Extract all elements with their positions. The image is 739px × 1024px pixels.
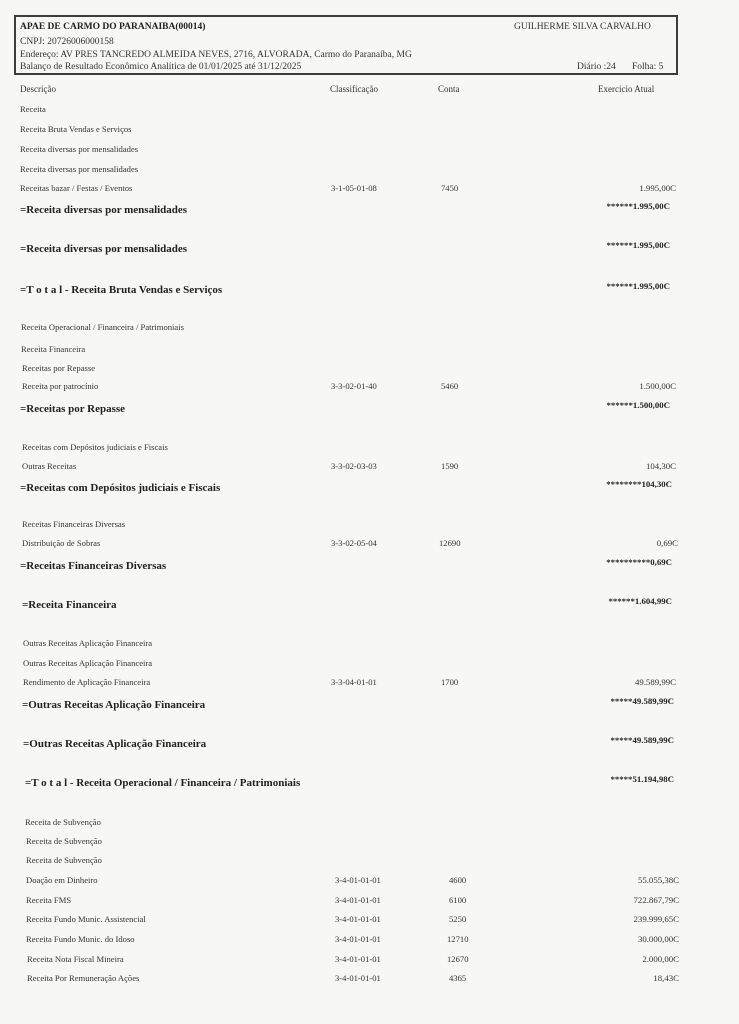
row-classificacao: 3-4-01-01-01 (335, 973, 381, 983)
total-row (0, 735, 739, 753)
table-row (0, 954, 739, 968)
row-exercicio-atual: 104,30C (645, 461, 676, 471)
row-exercicio-atual: ******1.604,99C (608, 596, 672, 606)
row-description: =T o t a l - Receita Bruta Vendas e Serviços (20, 284, 223, 296)
total-row (0, 240, 739, 258)
row-description: Receita Fundo Munic. Assistencial (26, 914, 146, 924)
row-classificacao: 3-3-02-01-40 (331, 381, 377, 391)
row-description: Receita Bruta Vendas e Serviços (20, 124, 132, 134)
total-row (0, 696, 739, 714)
table-row (0, 344, 739, 358)
row-description: Receita (20, 104, 46, 114)
row-classificacao: 3-4-01-01-01 (335, 875, 381, 885)
table-row (0, 164, 739, 178)
row-description: =Receitas Financeiras Diversas (20, 560, 167, 572)
row-description: Receita por patrocínio (22, 381, 99, 391)
total-row (0, 774, 739, 792)
row-conta: 1590 (441, 461, 459, 471)
row-description: Receita de Subvenção (26, 855, 102, 865)
row-classificacao: 3-4-01-01-01 (335, 934, 381, 944)
total-row (0, 596, 739, 614)
row-exercicio-atual: ******1.995,00C (606, 281, 670, 291)
table-row (0, 538, 739, 552)
row-conta: 5250 (449, 914, 467, 924)
row-exercicio-atual: 1.995,00C (639, 183, 676, 193)
row-conta: 12690 (439, 538, 461, 548)
row-description: Receitas bazar / Festas / Eventos (20, 183, 133, 193)
row-description: =Receitas por Repasse (20, 403, 126, 415)
total-row (0, 281, 739, 299)
responsible-name: GUILHERME SILVA CARVALHO (514, 22, 651, 32)
row-classificacao: 3-3-02-05-04 (331, 538, 377, 548)
row-description: Receita de Subvenção (26, 836, 102, 846)
column-header-classificacao: Classificação (330, 84, 378, 94)
row-description: =Outras Receitas Aplicação Financeira (22, 699, 206, 711)
table-row (0, 381, 739, 395)
row-description: Outras Receitas (22, 461, 77, 471)
table-row (0, 104, 739, 118)
row-conta: 12670 (447, 954, 469, 964)
row-description: Distribuição de Sobras (22, 538, 101, 548)
row-description: Receitas com Depósitos judiciais e Fiscais (22, 442, 168, 452)
total-row (0, 557, 739, 575)
row-exercicio-atual: ********104,30C (606, 479, 672, 489)
table-row (0, 183, 739, 197)
row-classificacao: 3-3-04-01-01 (331, 677, 377, 687)
row-description: Outras Receitas Aplicação Financeira (23, 638, 153, 648)
row-classificacao: 3-4-01-01-01 (335, 895, 381, 905)
row-exercicio-atual: *****51.194,98C (610, 774, 674, 784)
row-exercicio-atual: 239.999,65C (633, 914, 679, 924)
table-row (0, 855, 739, 869)
column-header-conta: Conta (438, 84, 460, 94)
row-description: Receita diversas por mensalidades (20, 144, 139, 154)
column-header-descricao: Descrição (20, 84, 56, 94)
row-description: Receita Nota Fiscal Mineira (27, 954, 124, 964)
row-description: =Outras Receitas Aplicação Financeira (23, 738, 207, 750)
row-description: Receita Por Remuneração Ações (27, 973, 140, 983)
row-description: Receitas Financeiras Diversas (22, 519, 126, 529)
row-exercicio-atual: *****49.589,99C (610, 696, 674, 706)
total-row (0, 201, 739, 219)
table-row (0, 144, 739, 158)
entity-name: APAE DE CARMO DO PARANAIBA(00014) (20, 22, 206, 32)
table-row (0, 519, 739, 533)
diario-number: Diário :24 (577, 62, 616, 72)
table-row (0, 934, 739, 948)
column-header-exercicio: Exercício Atual (598, 84, 655, 94)
table-row (0, 817, 739, 831)
row-conta: 4365 (449, 973, 467, 983)
total-row (0, 479, 739, 497)
row-exercicio-atual: 722.867,79C (633, 895, 679, 905)
row-conta: 6100 (449, 895, 467, 905)
row-exercicio-atual: ******1.995,00C (606, 240, 670, 250)
report-title: Balanço de Resultado Econômico Analítica de 01/01/2025 até 31/12/2025 (20, 62, 302, 72)
row-description: =Receita diversas por mensalidades (20, 204, 188, 216)
row-conta: 4600 (449, 875, 467, 885)
total-row (0, 400, 739, 418)
row-description: Rendimento de Aplicação Financeira (23, 677, 151, 687)
row-description: =Receitas com Depósitos judiciais e Fiscais (20, 482, 221, 494)
row-classificacao: 3-4-01-01-01 (335, 914, 381, 924)
row-exercicio-atual: 2.000,00C (642, 954, 679, 964)
row-description: Receita de Subvenção (25, 817, 101, 827)
row-description: Receita Operacional / Financeira / Patrimoniais (21, 322, 184, 332)
row-conta: 1700 (441, 677, 459, 687)
row-exercicio-atual: **********0,69C (606, 557, 672, 567)
row-description: Outras Receitas Aplicação Financeira (23, 658, 153, 668)
row-exercicio-atual: 0,69C (656, 538, 678, 548)
row-conta: 7450 (441, 183, 459, 193)
row-description: Receita Financeira (21, 344, 86, 354)
row-exercicio-atual: 18,43C (653, 973, 679, 983)
row-conta: 12710 (447, 934, 469, 944)
row-exercicio-atual: 49.589,99C (634, 677, 676, 687)
row-description: =T o t a l - Receita Operacional / Financeira / Patrimoniais (25, 777, 301, 789)
row-exercicio-atual: 55.055,38C (637, 875, 679, 885)
table-row (0, 895, 739, 909)
row-exercicio-atual: ******1.995,00C (606, 201, 670, 211)
table-row (0, 638, 739, 652)
cnpj: CNPJ: 20726006000158 (20, 37, 114, 47)
row-description: Doação em Dinheiro (26, 875, 98, 885)
table-row (0, 914, 739, 928)
table-row (0, 322, 739, 336)
row-description: Receita FMS (26, 895, 72, 905)
table-row (0, 124, 739, 138)
table-row (0, 363, 739, 377)
folha-number: Folha: 5 (632, 62, 664, 72)
row-description: =Receita Financeira (22, 599, 117, 611)
row-classificacao: 3-3-02-03-03 (331, 461, 377, 471)
row-description: Receitas por Repasse (22, 363, 96, 373)
row-description: Receita diversas por mensalidades (20, 164, 139, 174)
table-row (0, 461, 739, 475)
table-row (0, 973, 739, 987)
row-classificacao: 3-4-01-01-01 (335, 954, 381, 964)
row-exercicio-atual: 1.500,00C (639, 381, 676, 391)
table-row (0, 677, 739, 691)
row-description: =Receita diversas por mensalidades (20, 243, 188, 255)
table-row (0, 442, 739, 456)
row-exercicio-atual: 30.000,00C (637, 934, 679, 944)
row-exercicio-atual: ******1.500,00C (606, 400, 670, 410)
address: Endereço: AV PRES TANCREDO ALMEIDA NEVES, 2716, ALVORADA, Carmo do Paranaíba, MG (20, 50, 412, 60)
row-conta: 5460 (441, 381, 459, 391)
row-description: Receita Fundo Munic. do Idoso (26, 934, 135, 944)
row-exercicio-atual: *****49.589,99C (610, 735, 674, 745)
table-row (0, 836, 739, 850)
row-classificacao: 3-1-05-01-08 (331, 183, 377, 193)
table-row (0, 875, 739, 889)
table-row (0, 658, 739, 672)
